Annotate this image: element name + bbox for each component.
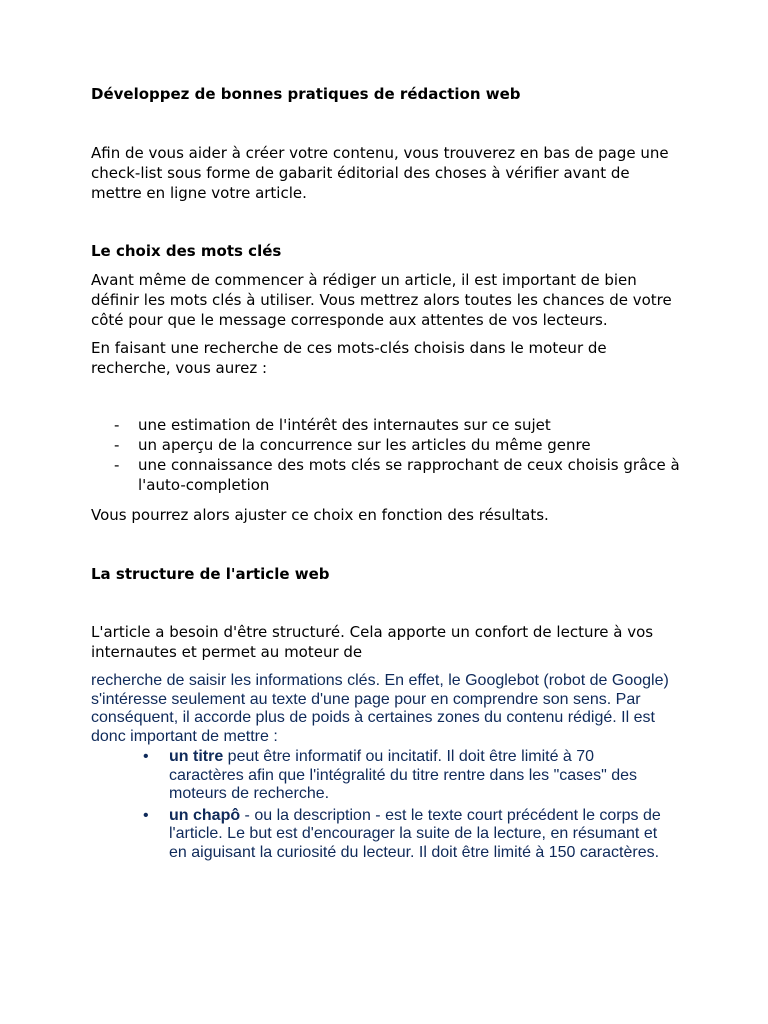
list-dash-marker: - — [114, 456, 120, 474]
bullet-term: un titre — [169, 748, 224, 765]
keywords-paragraph-1: Avant même de commencer à rédiger un article, il est important de bien définir les mots clés à utiliser. Vous mettrez alors toutes les chances de votre côté pour que le message corresponde aux attentes de vos lecteurs. — [91, 271, 672, 329]
list-dash-marker: - — [114, 416, 120, 434]
bullet-text: peut être informatif ou incitatif. Il doit être limité à 70 caractères afin que l'intégralité du titre rentre dans les "cases" des moteurs de recherche. — [169, 748, 637, 802]
list-item — [140, 748, 670, 804]
structure-bullet-list — [140, 748, 670, 862]
list-item-text: une estimation de l'intérêt des internautes sur ce sujet — [138, 416, 551, 434]
keywords-paragraph-2: En faisant une recherche de ces mots-clés choisis dans le moteur de recherche, vous aurez : — [91, 339, 607, 377]
intro-paragraph: Afin de vous aider à créer votre contenu, vous trouverez en bas de page une check-list sous forme de gabarit éditorial des choses à vérifier avant de mettre en ligne votre article. — [91, 144, 669, 202]
bullet-marker: • — [143, 806, 149, 824]
keywords-paragraph-3: Vous pourrez alors ajuster ce choix en fonction des résultats. — [91, 506, 549, 524]
list-item-text: un aperçu de la concurrence sur les articles du même genre — [138, 436, 591, 454]
list-item — [140, 807, 670, 863]
bullet-text: - ou la description - est le texte court précédent le corps de l'article. Le but est d'encourager la suite de la lecture, en résumant et en aiguisant la curiosité du lecteur. Il doit être limité à 150 caractères. — [169, 806, 661, 861]
list-dash-marker: - — [114, 436, 120, 454]
section-heading-structure: La structure de l'article web — [91, 565, 330, 583]
list-item — [91, 415, 691, 435]
list-item — [91, 455, 691, 495]
structure-paragraph-1: L'article a besoin d'être structuré. Cela apporte un confort de lecture à vos internautes et permet au moteur de — [91, 623, 654, 661]
list-item — [91, 435, 691, 455]
keywords-benefits-list — [91, 415, 691, 495]
document-title: Développez de bonnes pratiques de rédaction web — [91, 85, 521, 103]
list-item-text: une connaissance des mots clés se rapprochant de ceux choisis grâce à l'auto-completion — [138, 456, 680, 494]
structure-paragraph-2: recherche de saisir les informations clés. En effet, le Googlebot (robot de Google) s'intéresse seulement au texte d'une page pour en comprendre son sens. Par conséquent, il accorde plus de poids à certaines zones du contenu rédigé. Il est donc important de mettre : — [91, 672, 669, 745]
section-heading-keywords: Le choix des mots clés — [91, 242, 282, 260]
bullet-term: un chapô — [169, 806, 241, 824]
bullet-marker: • — [143, 748, 149, 765]
